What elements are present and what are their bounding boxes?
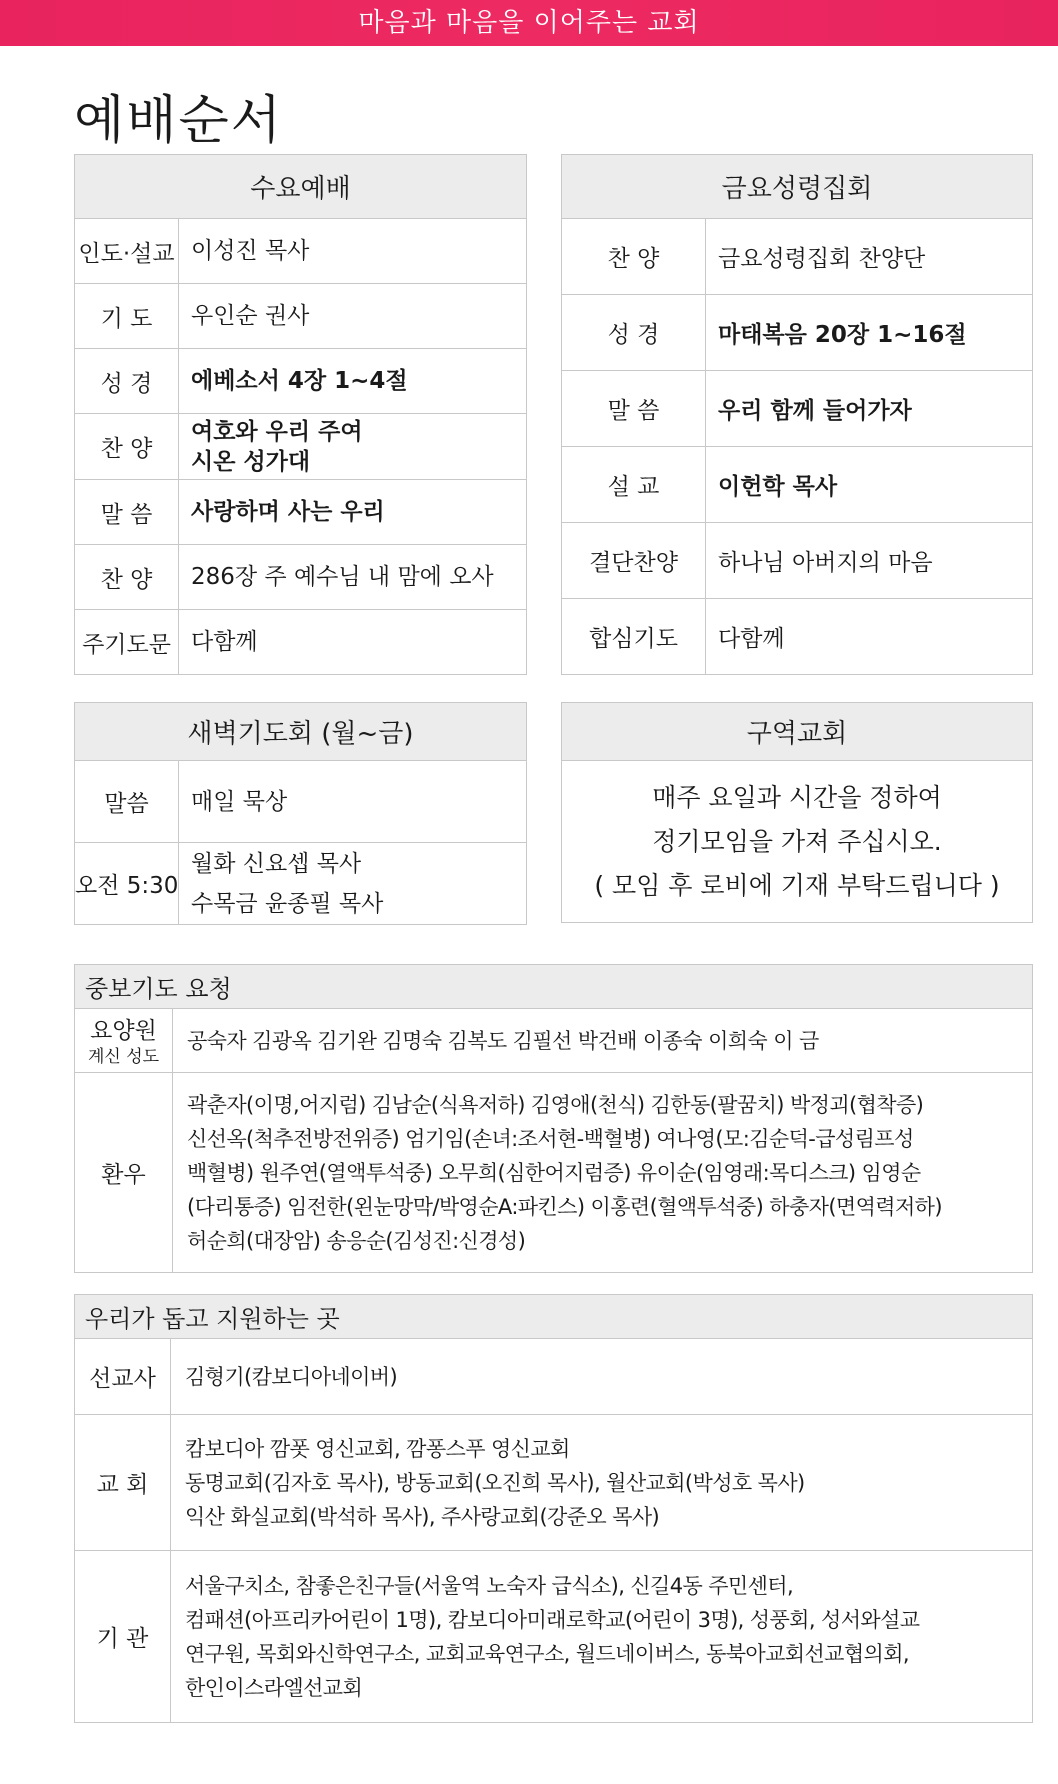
row-label: 기 관 [75,1551,171,1723]
row-value [179,761,527,843]
row-value [179,545,527,610]
support-title: 우리가 돕고 지원하는 곳 [75,1295,1033,1339]
table-row [75,1009,1033,1073]
value-line: 다함께 [191,629,258,655]
value-line: 곽춘자(이명,어지럼) 김남순(식욕저하) 김영애(천식) 김한동(팔꿈치) 박정괴(협착증) [187,1092,924,1117]
table-row [75,843,527,925]
prayer-request-table [74,964,1033,1273]
row-value [173,1009,1033,1073]
row-label: 선교사 [75,1339,171,1415]
table-row [562,295,1033,371]
row-value [179,414,527,480]
row-value: 우리 함께 들어가자 [706,371,1033,447]
table-row [75,349,527,414]
label-main: 환우 [101,1162,146,1188]
friday-title: 금요성령집회 [562,155,1033,219]
value-line: 우인순 권사 [191,303,310,329]
dawn-prayer-table [74,702,527,925]
row-label: 오전 5:30 [75,843,179,925]
row-value: 하나님 아버지의 마음 [706,523,1033,599]
value-line: 이성진 목사 [191,238,310,264]
notice-line: ( 모임 후 로비에 기재 부탁드립니다 ) [594,870,1000,900]
row-value [179,480,527,545]
value-line: (다리통증) 임전한(왼눈망막/박영순A:파킨스) 이홍련(혈액투석중) 하충자(면역력저하) [187,1194,942,1219]
value-line: 동명교회(김자호 목사), 방동교회(오진희 목사), 월산교회(박성호 목사) [185,1470,805,1495]
row-label: 교 회 [75,1415,171,1551]
value-line: 286장 주 예수님 내 맘에 오사 [191,564,494,590]
row-label: 인도·설교 [75,219,179,284]
notice-line: 정기모임을 가져 주십시오. [652,826,942,856]
row-value [179,219,527,284]
value-line: 한인이스라엘선교회 [185,1675,363,1700]
table-row [75,545,527,610]
table-row [562,371,1033,447]
row-label [75,1073,173,1273]
value-line: 수목금 윤종필 목사 [191,890,384,917]
label-main: 요양원 [90,1018,157,1044]
district-church-table [561,702,1033,923]
value-line: 익산 화실교회(박석하 목사), 주사랑교회(강준오 목사) [185,1504,660,1529]
row-label: 성 경 [562,295,706,371]
table-row [75,414,527,480]
value-line: 컴패션(아프리카어린이 1명), 캄보디아미래로학교(어린이 3명), 성풍회, 성서와설교 [185,1607,920,1632]
prayer-title: 중보기도 요청 [75,965,1033,1009]
value-line: 매일 묵상 [191,788,288,815]
table-row [75,1339,1033,1415]
value-line: 백혈병) 원주연(열액투석중) 오무희(심한어지럼증) 유이순(임영래:목디스크) 임영순 [187,1160,921,1185]
row-label: 말 씀 [562,371,706,447]
table-row [75,219,527,284]
row-value [171,1551,1033,1723]
table-row [562,219,1033,295]
row-label: 말 씀 [75,480,179,545]
label-sub: 계신 성도 [87,1047,160,1067]
table-row [75,1073,1033,1273]
table-row [562,599,1033,675]
table-row [75,1551,1033,1723]
wednesday-service-table [74,154,527,675]
support-table [74,1294,1033,1723]
table-row [75,761,527,843]
row-label [75,1009,173,1073]
row-label: 찬 양 [562,219,706,295]
row-label: 말씀 [75,761,179,843]
header-banner: 마음과 마음을 이어주는 교회 [0,0,1058,46]
wednesday-title: 수요예배 [75,155,527,219]
value-line: 공숙자 김광옥 김기완 김명숙 김복도 김필선 박건배 이종숙 이희숙 이 금 [187,1028,819,1053]
dawn-title: 새벽기도회 (월~금) [75,703,527,761]
page-title: 예배순서 [74,91,283,151]
value-line: 에베소서 4장 1~4절 [191,368,408,394]
row-value [171,1415,1033,1551]
row-label: 합심기도 [562,599,706,675]
row-value [179,843,527,925]
row-label: 설 교 [562,447,706,523]
row-value: 다함께 [706,599,1033,675]
value-line: 월화 신요셉 목사 [191,850,362,877]
table-row [75,284,527,349]
row-value [171,1339,1033,1415]
district-notice [562,761,1033,923]
value-line: 서울구치소, 참좋은친구들(서울역 노숙자 급식소), 신길4동 주민센터, [185,1573,794,1598]
value-line: 연구원, 목회와신학연구소, 교회교육연구소, 월드네이버스, 동북아교회선교협의회, [185,1641,909,1666]
table-row [562,447,1033,523]
value-line: 시온 성가대 [191,448,311,475]
value-line: 사랑하며 사는 우리 [191,499,385,525]
row-value: 금요성령집회 찬양단 [706,219,1033,295]
row-value [179,284,527,349]
row-label: 성 경 [75,349,179,414]
row-label: 찬 양 [75,545,179,610]
district-title: 구역교회 [562,703,1033,761]
notice-line: 매주 요일과 시간을 정하여 [652,782,942,812]
value-line: 여호와 우리 주여 [191,418,363,445]
row-value: 마태복음 20장 1~16절 [706,295,1033,371]
table-row [75,610,527,675]
row-value: 이헌학 목사 [706,447,1033,523]
row-value [173,1073,1033,1273]
table-row [562,523,1033,599]
value-line: 김형기(캄보디아네이버) [185,1364,398,1389]
row-label: 결단찬양 [562,523,706,599]
row-label: 기 도 [75,284,179,349]
value-line: 허순희(대장암) 송응순(김성진:신경성) [187,1228,526,1253]
row-label: 찬 양 [75,414,179,480]
row-value [179,349,527,414]
value-line: 신선옥(척추전방전위증) 엄기임(손녀:조서현-백혈병) 여나영(모:김순덕-급성림프성 [187,1126,914,1151]
row-label: 주기도문 [75,610,179,675]
friday-service-table [561,154,1033,675]
row-value [179,610,527,675]
value-line: 캄보디아 깜폿 영신교회, 깜퐁스푸 영신교회 [185,1436,570,1461]
table-row [75,1415,1033,1551]
table-row [75,480,527,545]
